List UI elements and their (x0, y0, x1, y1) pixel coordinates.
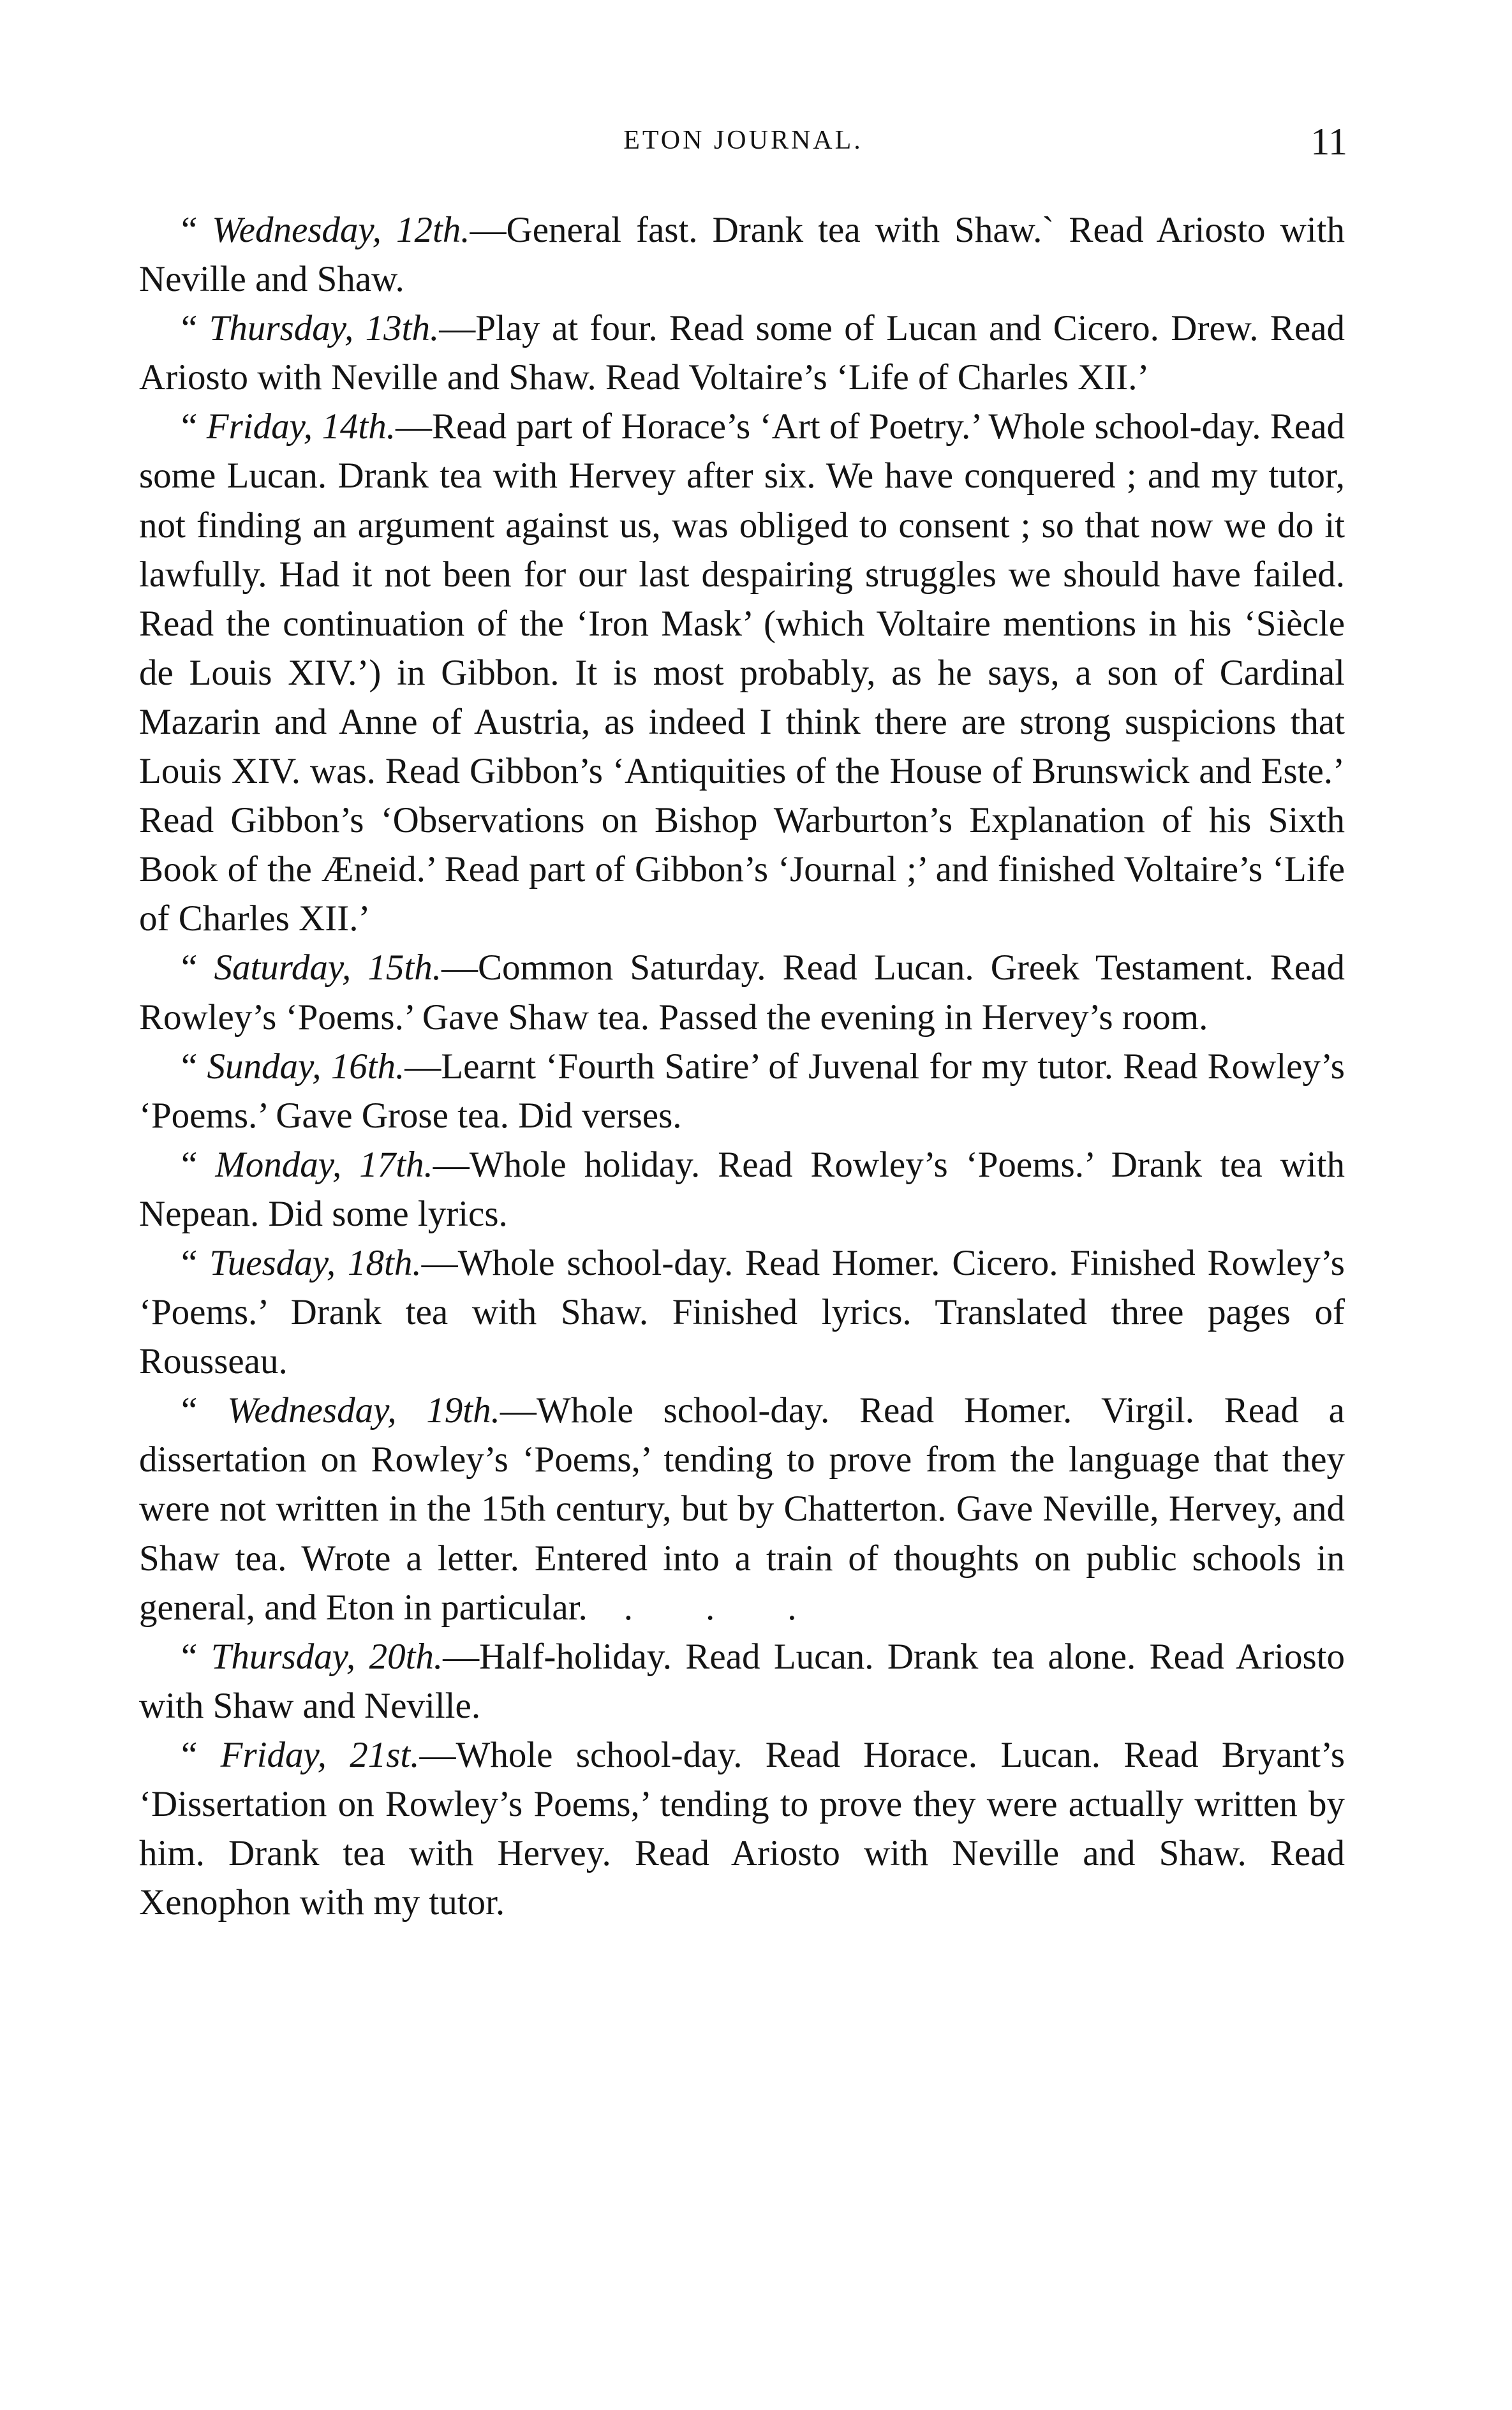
journal-entry-saturday-15th (139, 943, 1345, 1041)
journal-entry-monday-17th (139, 1140, 1345, 1238)
open-quote: “ (181, 1242, 210, 1283)
open-quote: “ (181, 1636, 211, 1677)
entry-text: —Read part of Horace’s ‘Art of Poetry.’ Whole school-day. Read some Lucan. Drank tea with Hervey after six. We have conquered ; and my tutor, not finding an argument against us, was obliged to consent ; so that now we do it lawfully. Had it not been for our last despairing struggles we should have failed. Read the continuation of the ‘Iron Mask’ (which Voltaire mentions in his ‘Siècle de Louis XIV.’) in Gibbon. It is most probably, as he says, a son of Cardinal Mazarin and Anne of Austria, as indeed I think there are strong suspicions that Louis XIV. was. Read Gibbon’s ‘Antiquities of the House of Brunswick and Este.’ Read Gibbon’s ‘Observations on Bishop Warburton’s Explanation of his Sixth Book of the Æneid.’ Read part of Gibbon’s ‘Journal ;’ and finished Voltaire’s ‘Life of Charles XII.’ (139, 406, 1345, 939)
journal-entry-thursday-20th (139, 1632, 1345, 1730)
running-head (139, 120, 1347, 165)
entry-text: —General fast. Drank tea with Shaw.` Read Ariosto with Neville and Shaw. (139, 210, 1345, 300)
open-quote: “ (181, 1390, 228, 1431)
entry-text: —Whole holiday. Read Rowley’s ‘Poems.’ Drank tea with Nepean. Did some lyrics. (139, 1144, 1345, 1234)
entry-text: —Play at four. Read some of Lucan and Cicero. Drew. Read Ariosto with Neville and Shaw. Read Voltaire’s ‘Life of Charles XII.’ (139, 308, 1345, 398)
open-quote: “ (181, 406, 207, 447)
entry-text: —Whole school-day. Read Horace. Lucan. Read Bryant’s ‘Dissertation on Rowley’s Poems,’ tending to prove they were actually written by him. Drank tea with Hervey. Read Ariosto with Neville and Shaw. Read Xenophon with my tutor. (139, 1734, 1345, 1923)
journal-entry-wednesday-12th (139, 205, 1345, 304)
entry-text: —Learnt ‘Fourth Satire’ of Juvenal for my tutor. Read Rowley’s ‘Poems.’ Gave Grose tea. Did verses. (139, 1046, 1345, 1136)
entry-text: —Whole school-day. Read Homer. Cicero. Finished Rowley’s ‘Poems.’ Drank tea with Shaw. Finished lyrics. Translated three pages of Rousseau. (139, 1242, 1345, 1382)
entry-date: Thursday, 13th. (209, 308, 440, 349)
journal-entry-friday-21st (139, 1730, 1345, 1927)
entry-date: Sunday, 16th. (207, 1046, 405, 1087)
journal-body (139, 205, 1345, 1927)
running-title: ETON JOURNAL. (623, 126, 863, 155)
journal-entry-sunday-16th (139, 1042, 1345, 1140)
open-quote: “ (181, 1144, 216, 1185)
journal-entry-wednesday-19th (139, 1386, 1345, 1632)
entry-date: Saturday, 15th. (214, 948, 441, 988)
entry-date: Thursday, 20th. (211, 1636, 443, 1677)
entry-text: —Common Saturday. Read Lucan. Greek Testament. Read Rowley’s ‘Poems.’ Gave Shaw tea. Passed the evening in Hervey’s room. (139, 948, 1345, 1038)
open-quote: “ (181, 308, 209, 349)
journal-entry-thursday-13th (139, 304, 1345, 402)
open-quote: “ (181, 210, 212, 250)
open-quote: “ (181, 948, 214, 988)
entry-text: —Whole school-day. Read Homer. Virgil. Read a dissertation on Rowley’s ‘Poems,’ tending to prove from the language that they were not written in the 15th century, but by Chatterton. Gave Neville, Hervey, and Shaw tea. Wrote a letter. Entered into a train of thoughts on public schools in general, and Eton in particular. . . . (139, 1390, 1345, 1628)
entry-date: Monday, 17th. (215, 1144, 433, 1185)
entry-date: Friday, 21st. (220, 1734, 420, 1775)
entry-text: —Half-holiday. Read Lucan. Drank tea alone. Read Ariosto with Shaw and Neville. (139, 1636, 1345, 1726)
journal-entry-tuesday-18th (139, 1238, 1345, 1386)
entry-date: Wednesday, 19th. (227, 1390, 500, 1431)
entry-date: Tuesday, 18th. (209, 1242, 422, 1283)
open-quote: “ (181, 1734, 221, 1775)
page-number: 11 (1310, 121, 1347, 163)
journal-entry-friday-14th (139, 402, 1345, 943)
entry-date: Friday, 14th. (206, 406, 396, 447)
open-quote: “ (181, 1046, 207, 1087)
entry-date: Wednesday, 12th. (212, 210, 470, 250)
